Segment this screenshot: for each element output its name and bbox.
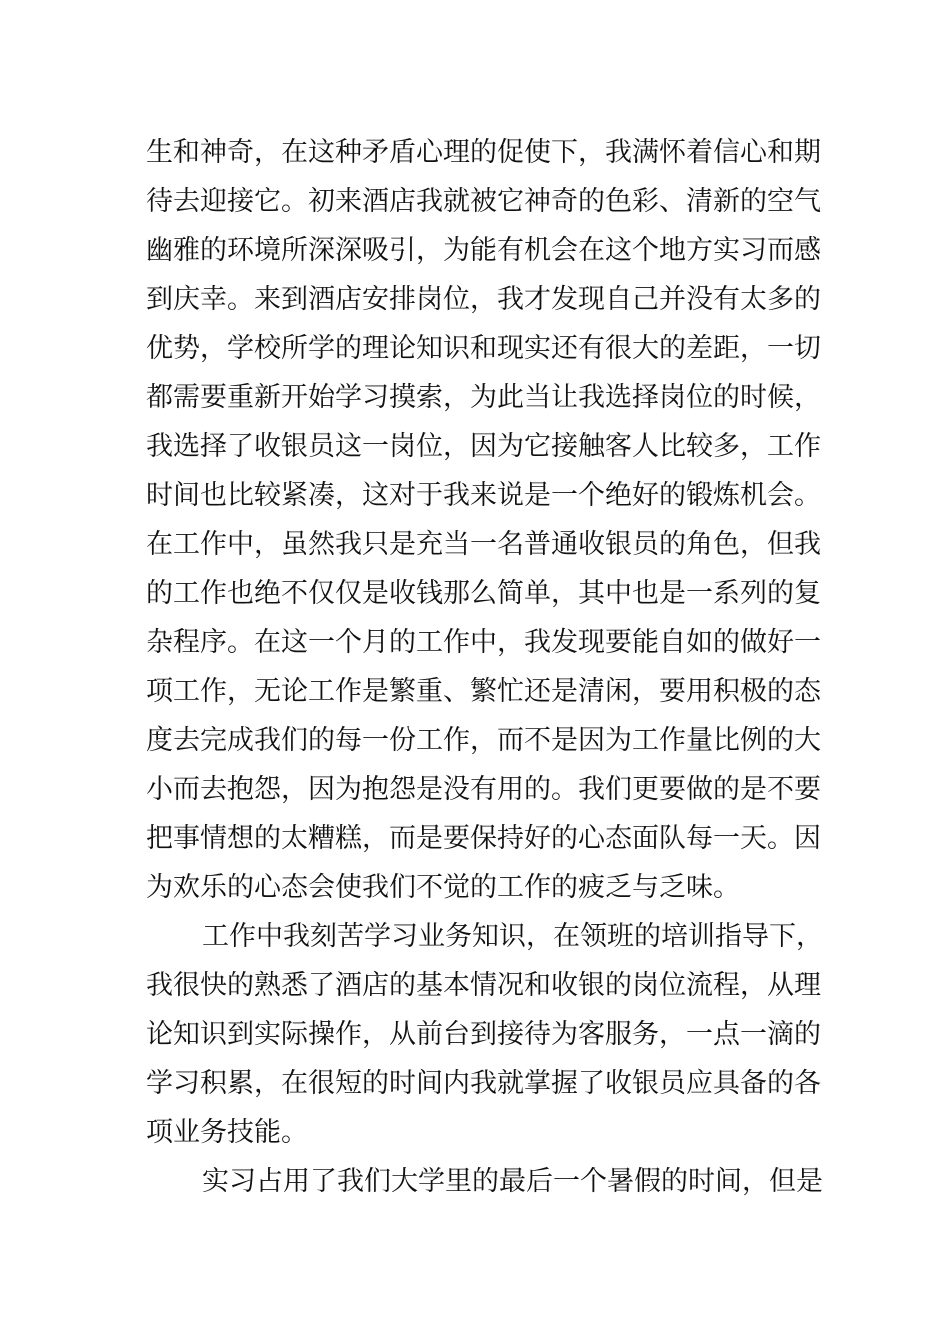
text-line: 把事情想的太糟糕，而是要保持好的心态面队每一天。因 xyxy=(146,823,821,854)
text-line: 论知识到实际操作，从前台到接待为客服务，一点一滴的 xyxy=(146,1019,821,1050)
text-line: 幽雅的环境所深深吸引，为能有机会在这个地方实习而感 xyxy=(146,235,821,266)
text-line: 度去完成我们的每一份工作，而不是因为工作量比例的大 xyxy=(146,725,821,756)
text-line: 我很快的熟悉了酒店的基本情况和收银的岗位流程，从理 xyxy=(146,970,821,1001)
text-line: 学习积累，在很短的时间内我就掌握了收银员应具备的各 xyxy=(146,1068,821,1099)
text-line: 时间也比较紧凑，这对于我来说是一个绝好的锻炼机会。 xyxy=(146,480,821,511)
body-text xyxy=(146,128,823,1206)
text-line: 项工作，无论工作是繁重、繁忙还是清闲，要用积极的态 xyxy=(146,676,821,707)
text-line: 都需要重新开始学习摸索，为此当让我选择岗位的时候， xyxy=(146,382,821,413)
text-line: 小而去抱怨，因为抱怨是没有用的。我们更要做的是不要 xyxy=(146,774,821,805)
text-line: 待去迎接它。初来酒店我就被它神奇的色彩、清新的空气 xyxy=(146,186,821,217)
text-line: 项业务技能。 xyxy=(146,1117,308,1148)
text-line: 优势，学校所学的理论知识和现实还有很大的差距，一切 xyxy=(146,333,821,364)
text-line: 生和神奇，在这种矛盾心理的促使下，我满怀着信心和期 xyxy=(146,137,821,168)
paragraph-first-line: 工作中我刻苦学习业务知识，在领班的培训指导下， xyxy=(202,921,823,952)
text-line: 在工作中，虽然我只是充当一名普通收银员的角色，但我 xyxy=(146,529,821,560)
text-line: 杂程序。在这一个月的工作中，我发现要能自如的做好一 xyxy=(146,627,821,658)
paragraph-first-line: 实习占用了我们大学里的最后一个暑假的时间，但是 xyxy=(202,1166,823,1197)
text-line: 到庆幸。来到酒店安排岗位，我才发现自己并没有太多的 xyxy=(146,284,821,315)
text-line: 我选择了收银员这一岗位，因为它接触客人比较多，工作 xyxy=(146,431,821,462)
text-line: 的工作也绝不仅仅是收钱那么简单，其中也是一系列的复 xyxy=(146,578,821,609)
text-line: 为欢乐的心态会使我们不觉的工作的疲乏与乏味。 xyxy=(146,872,740,903)
